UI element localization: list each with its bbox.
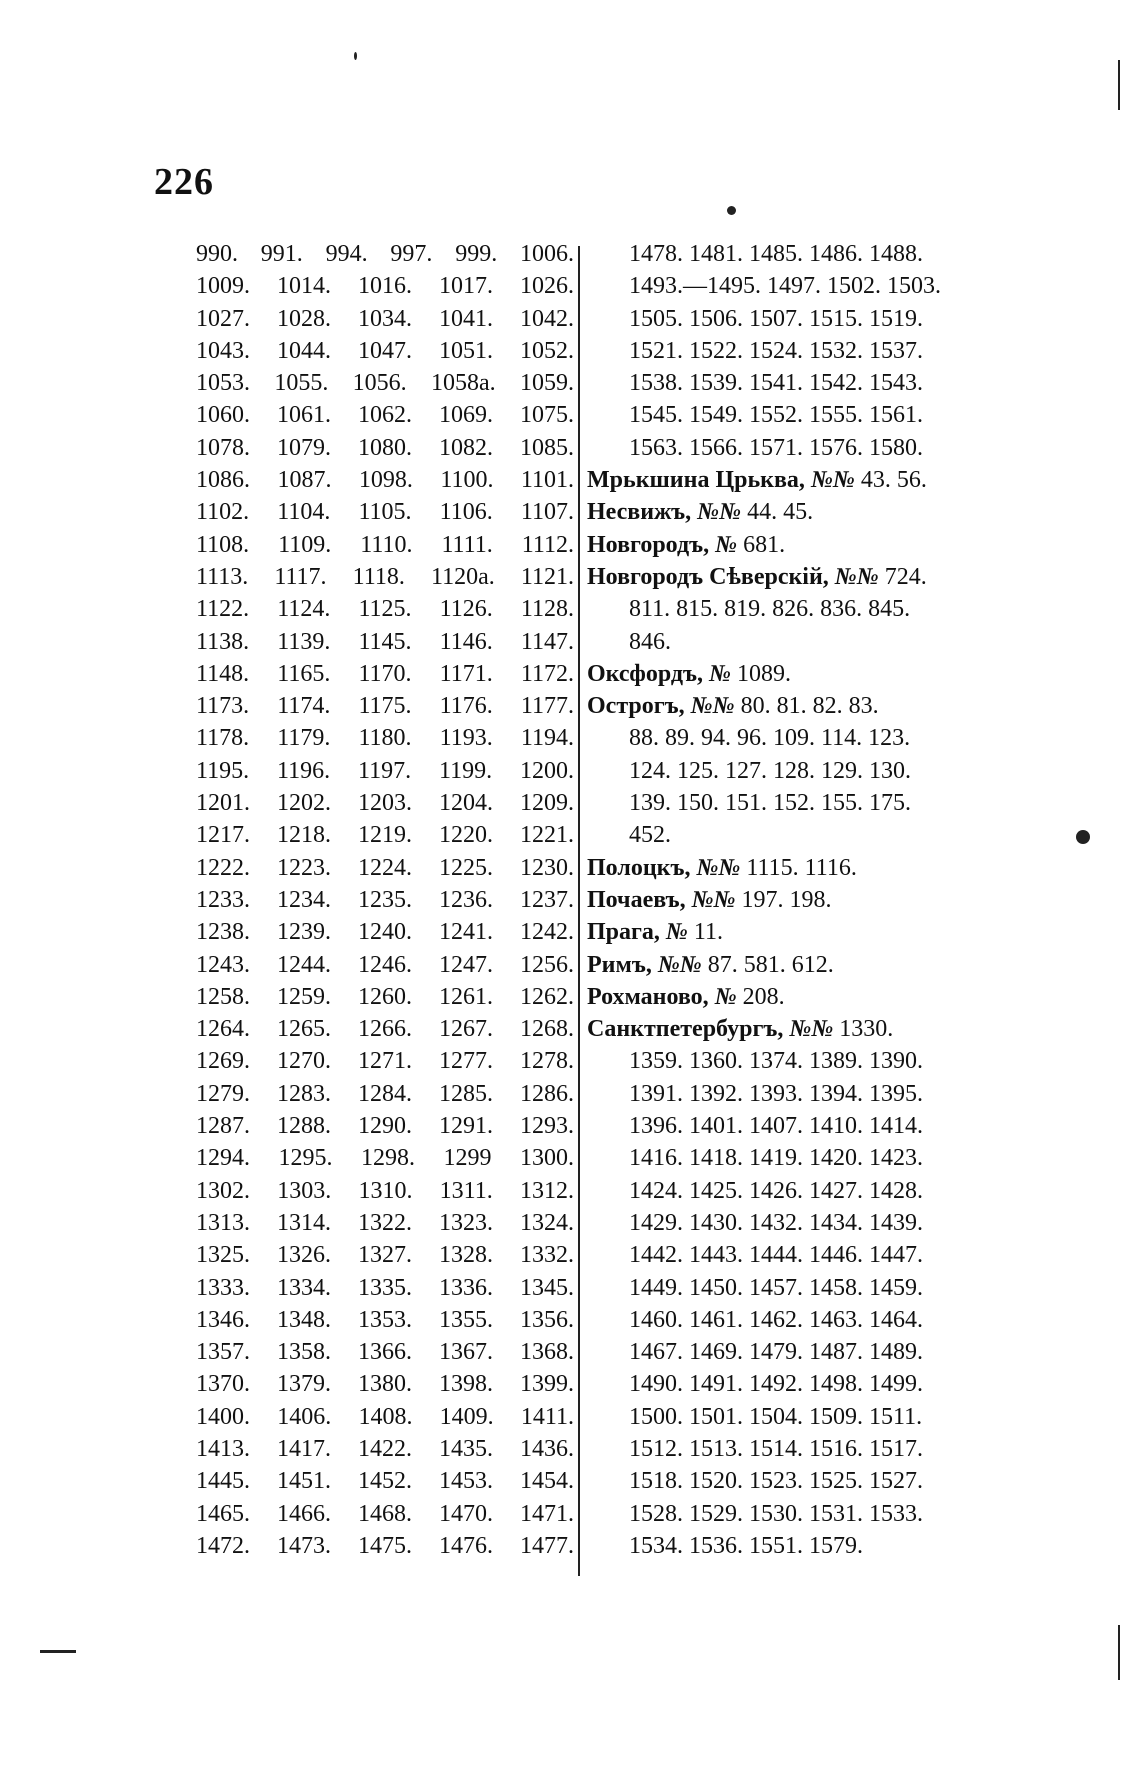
index-line: 1563. 1566. 1571. 1576. 1580. — [629, 434, 923, 461]
index-line: 1505. 1506. 1507. 1515. 1519. — [629, 305, 923, 332]
place-entry — [587, 852, 1007, 884]
scan-speck — [727, 206, 736, 215]
index-line: 1086. 1087. 1098. 1100. 1101. — [196, 467, 574, 494]
index-line: 1429. 1430. 1432. 1434. 1439. — [629, 1209, 923, 1236]
index-line: 1442. 1443. 1444. 1446. 1447. — [629, 1242, 923, 1269]
entry-numbers: 724. — [878, 563, 927, 590]
place-name: Полоцкъ, — [587, 854, 691, 881]
numero-sign: № — [714, 983, 737, 1010]
entry-numbers: 11. — [687, 919, 723, 946]
index-line: 1287. 1288. 1290. 1291. 1293. — [196, 1113, 574, 1140]
index-line: 1201. 1202. 1203. 1204. 1209. — [196, 790, 574, 817]
index-line: 1465. 1466. 1468. 1470. 1471. — [196, 1500, 574, 1527]
index-line: 1521. 1522. 1524. 1532. 1537. — [629, 337, 923, 364]
left-column — [196, 238, 574, 1562]
index-line: 1449. 1450. 1457. 1458. 1459. — [629, 1274, 923, 1301]
numero-sign: №№ — [834, 563, 879, 590]
index-line: 846. — [629, 628, 671, 655]
index-line: 1359. 1360. 1374. 1389. 1390. — [629, 1048, 923, 1075]
scan-mark — [40, 1650, 76, 1653]
numero-sign: № — [715, 531, 738, 558]
place-entry — [587, 981, 1007, 1013]
numero-sign: №№ — [789, 1016, 834, 1043]
numero-sign: №№ — [697, 499, 742, 526]
place-entry — [587, 690, 1007, 722]
place-name: Мрькшина Црьква, — [587, 467, 805, 494]
place-entry — [587, 949, 1007, 981]
place-name: Новгородъ, — [587, 531, 710, 558]
index-line: 1258. 1259. 1260. 1261. 1262. — [196, 983, 574, 1010]
entry-numbers: 681. — [737, 531, 786, 558]
numero-sign: № — [665, 919, 688, 946]
index-line: 1279. 1283. 1284. 1285. 1286. — [196, 1080, 574, 1107]
place-entry — [587, 561, 1007, 593]
index-line: 1490. 1491. 1492. 1498. 1499. — [629, 1371, 923, 1398]
index-line: 1346. 1348. 1353. 1355. 1356. — [196, 1306, 574, 1333]
index-line: 1391. 1392. 1393. 1394. 1395. — [629, 1080, 923, 1107]
place-name: Новгородъ Сѣверскій, — [587, 563, 829, 590]
index-line: 1413. 1417. 1422. 1435. 1436. — [196, 1435, 574, 1462]
index-line: 1053. 1055. 1056. 1058а. 1059. — [196, 370, 574, 397]
place-entry — [587, 884, 1007, 916]
index-line: 1472. 1473. 1475. 1476. 1477. — [196, 1532, 574, 1559]
index-line: 88. 89. 94. 96. 109. 114. 123. — [629, 725, 911, 752]
place-name: Санктпетербургъ, — [587, 1016, 784, 1043]
scan-speck — [1076, 830, 1090, 844]
index-line: 1043. 1044. 1047. 1051. 1052. — [196, 337, 574, 364]
index-line: 1400. 1406. 1408. 1409. 1411. — [196, 1403, 574, 1430]
index-line: 1102. 1104. 1105. 1106. 1107. — [196, 499, 574, 526]
place-name: Несвижъ, — [587, 499, 692, 526]
numero-sign: № — [709, 660, 731, 687]
entry-numbers: 80. 81. 82. 83. — [734, 693, 879, 720]
index-line: 1243. 1244. 1246. 1247. 1256. — [196, 951, 574, 978]
numero-sign: №№ — [690, 693, 735, 720]
index-line: 1302. 1303. 1310. 1311. 1312. — [196, 1177, 574, 1204]
index-line: 1122. 1124. 1125. 1126. 1128. — [196, 596, 574, 623]
index-line: 1113. 1117. 1118. 1120а. 1121. — [196, 563, 574, 590]
index-line: 1424. 1425. 1426. 1427. 1428. — [629, 1177, 923, 1204]
place-entry — [587, 658, 1007, 690]
index-line: 1445. 1451. 1452. 1453. 1454. — [196, 1468, 574, 1495]
index-line: 1538. 1539. 1541. 1542. 1543. — [629, 370, 923, 397]
place-name: Римъ, — [587, 951, 652, 978]
entry-numbers: 1089. — [730, 660, 791, 687]
index-line: 1108. 1109. 1110. 1111. 1112. — [196, 531, 574, 558]
scan-mark — [1118, 60, 1120, 110]
index-line: 1518. 1520. 1523. 1525. 1527. — [629, 1468, 923, 1495]
index-line: 452. — [629, 822, 671, 849]
index-line: 1195. 1196. 1197. 1199. 1200. — [196, 757, 574, 784]
place-entry — [587, 916, 1007, 948]
entry-numbers: 1330. — [833, 1016, 894, 1043]
index-line: 990. 991. 994. 997. 999. 1006. — [196, 241, 574, 267]
index-line: 124. 125. 127. 128. 129. 130. — [629, 757, 911, 784]
place-name: Оксфордъ, — [587, 660, 704, 687]
place-entry — [587, 529, 1007, 561]
place-name: Рохманово, — [587, 983, 709, 1010]
entry-numbers: 1115. 1116. — [740, 854, 857, 881]
scan-speck — [354, 52, 357, 60]
numero-sign: №№ — [696, 854, 741, 881]
index-line: 1138. 1139. 1145. 1146. 1147. — [196, 628, 574, 655]
index-line: 1178. 1179. 1180. 1193. 1194. — [196, 725, 574, 752]
index-line: 1269. 1270. 1271. 1277. 1278. — [196, 1048, 574, 1075]
numero-sign: №№ — [657, 951, 702, 978]
index-line: 1060. 1061. 1062. 1069. 1075. — [196, 402, 574, 429]
index-line: 1545. 1549. 1552. 1555. 1561. — [629, 402, 923, 429]
entry-numbers: 87. 581. 612. — [701, 951, 834, 978]
index-line: 1264. 1265. 1266. 1267. 1268. — [196, 1016, 574, 1043]
index-line: 1238. 1239. 1240. 1241. 1242. — [196, 919, 574, 946]
right-column — [587, 238, 1007, 1562]
index-line: 1233. 1234. 1235. 1236. 1237. — [196, 886, 574, 913]
index-line: 1528. 1529. 1530. 1531. 1533. — [629, 1500, 923, 1527]
index-line: 1500. 1501. 1504. 1509. 1511. — [629, 1403, 923, 1430]
index-line: 1313. 1314. 1322. 1323. 1324. — [196, 1209, 574, 1236]
entry-numbers: 208. — [736, 983, 785, 1010]
place-name: Прага, — [587, 919, 660, 946]
place-entry — [587, 496, 1007, 528]
index-line: 1009. 1014. 1016. 1017. 1026. — [196, 273, 574, 300]
index-line: 1416. 1418. 1419. 1420. 1423. — [629, 1145, 923, 1172]
numero-sign: №№ — [810, 467, 855, 494]
index-line: 1078. 1079. 1080. 1082. 1085. — [196, 434, 574, 461]
index-line: 1027. 1028. 1034. 1041. 1042. — [196, 305, 574, 332]
index-line: 1148. 1165. 1170. 1171. 1172. — [196, 660, 574, 687]
index-line: 1512. 1513. 1514. 1516. 1517. — [629, 1435, 923, 1462]
index-line: 1217. 1218. 1219. 1220. 1221. — [196, 822, 574, 849]
index-line: 1460. 1461. 1462. 1463. 1464. — [629, 1306, 923, 1333]
index-line: 1333. 1334. 1335. 1336. 1345. — [196, 1274, 574, 1301]
index-line: 1493.—1495. 1497. 1502. 1503. — [629, 273, 941, 300]
index-line: 1222. 1223. 1224. 1225. 1230. — [196, 854, 574, 881]
index-line: 1534. 1536. 1551. 1579. — [629, 1532, 863, 1559]
place-name: Острогъ, — [587, 693, 685, 720]
index-line: 811. 815. 819. 826. 836. 845. — [629, 596, 911, 623]
page-number: 226 — [154, 161, 214, 203]
place-entry — [587, 1013, 1007, 1045]
index-line: 1478. 1481. 1485. 1486. 1488. — [629, 241, 923, 267]
index-line: 139. 150. 151. 152. 155. 175. — [629, 790, 911, 817]
index-line: 1294. 1295. 1298. 1299 1300. — [196, 1145, 574, 1172]
index-line: 1325. 1326. 1327. 1328. 1332. — [196, 1242, 574, 1269]
column-divider — [578, 246, 580, 1576]
index-line: 1467. 1469. 1479. 1487. 1489. — [629, 1339, 923, 1366]
entry-numbers: 197. 198. — [735, 886, 832, 913]
place-entry — [587, 464, 1007, 496]
index-line: 1357. 1358. 1366. 1367. 1368. — [196, 1339, 574, 1366]
index-line: 1370. 1379. 1380. 1398. 1399. — [196, 1371, 574, 1398]
index-line: 1396. 1401. 1407. 1410. 1414. — [629, 1113, 923, 1140]
entry-numbers: 43. 56. — [854, 467, 927, 494]
numero-sign: №№ — [691, 886, 736, 913]
scan-mark — [1118, 1625, 1120, 1680]
index-line: 1173. 1174. 1175. 1176. 1177. — [196, 693, 574, 720]
entry-numbers: 44. 45. — [741, 499, 814, 526]
place-name: Почаевъ, — [587, 886, 686, 913]
